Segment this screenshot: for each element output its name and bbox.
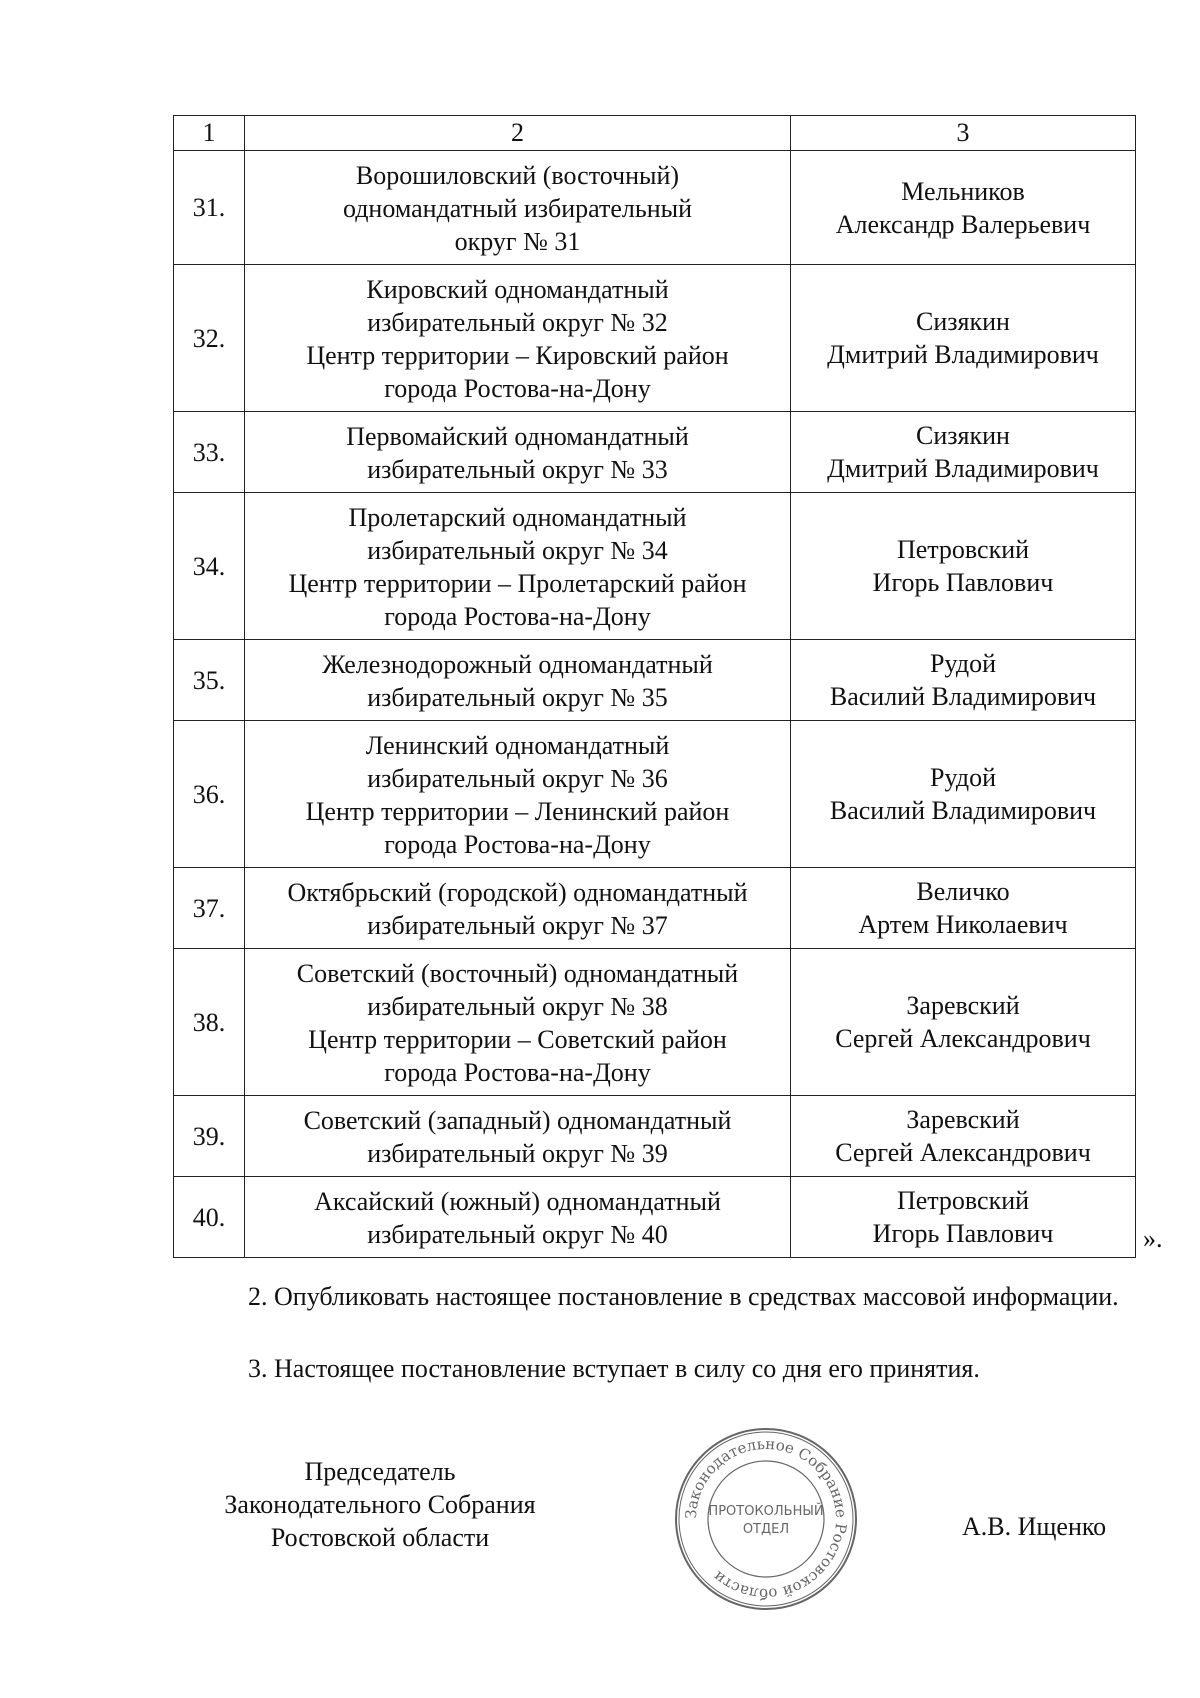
district-cell <box>245 1096 791 1177</box>
district-line: Пролетарский одномандатный <box>348 503 687 532</box>
signatory-name: А.В. Ищенко <box>962 1512 1107 1541</box>
table-row <box>174 868 1136 949</box>
row-number: 34. <box>174 493 245 640</box>
row-number: 37. <box>174 868 245 949</box>
table-row <box>174 265 1136 412</box>
districts-table <box>173 115 1136 1258</box>
district-line: Центр территории – Ленинский район <box>305 797 730 826</box>
deputy-surname: Петровский <box>896 1186 1030 1215</box>
deputy-surname: Рудой <box>930 649 996 678</box>
stamp-outer-ring <box>676 1429 856 1609</box>
paragraph-effective: 3. Настоящее постановление вступает в силу со дня его принятия. <box>248 1354 980 1383</box>
signatory-title-line: Председатель <box>304 1457 456 1486</box>
deputy-cell <box>791 265 1136 412</box>
table-row <box>174 721 1136 868</box>
row-number: 32. <box>174 265 245 412</box>
official-stamp <box>672 1425 860 1613</box>
deputy-surname: Мельников <box>901 176 1025 206</box>
deputy-surname: Сизякин <box>916 421 1010 450</box>
deputy-given-names: Дмитрий Владимирович <box>827 454 1099 483</box>
deputy-given-names: Александр Валерьевич <box>835 209 1091 239</box>
district-cell <box>245 868 791 949</box>
stamp-center-line-1: ПРОТОКОЛЬНЫЙ <box>708 1504 824 1519</box>
table-row <box>174 1096 1136 1177</box>
district-line: Кировский одномандатный <box>366 275 669 304</box>
district-line: города Ростова-на-Дону <box>384 1058 651 1087</box>
district-cell <box>245 949 791 1096</box>
district-line: Октябрьский (городской) одномандатный <box>287 878 748 907</box>
district-cell <box>245 640 791 721</box>
table-row <box>174 1177 1136 1258</box>
district-line: Железнодорожный одномандатный <box>322 650 713 679</box>
header-cell-3: 3 <box>791 116 1136 151</box>
district-line: избирательный округ № 35 <box>367 683 668 712</box>
row-number: 35. <box>174 640 245 721</box>
district-line: Аксайский (южный) одномандатный <box>314 1187 721 1216</box>
district-line: Центр территории – Пролетарский район <box>288 569 747 598</box>
deputy-cell <box>791 949 1136 1096</box>
header-cell-2: 2 <box>245 116 791 151</box>
table-row <box>174 949 1136 1096</box>
district-line: города Ростова-на-Дону <box>384 602 651 631</box>
district-line: избирательный округ № 38 <box>367 992 668 1021</box>
deputy-given-names: Василий Владимирович <box>829 796 1097 825</box>
row-number: 31. <box>174 151 245 265</box>
deputy-surname: Петровский <box>896 535 1030 564</box>
deputy-surname: Рудой <box>930 763 996 792</box>
district-line: округ № 31 <box>454 227 581 256</box>
district-cell <box>245 412 791 493</box>
deputy-surname: Заревский <box>906 1105 1020 1134</box>
deputy-cell <box>791 151 1136 265</box>
deputy-surname: Величко <box>916 877 1010 906</box>
stamp-outer-ring-inner <box>679 1432 853 1606</box>
deputy-given-names: Василий Владимирович <box>829 682 1097 711</box>
table-row <box>174 151 1136 265</box>
deputy-given-names: Артем Николаевич <box>858 910 1068 939</box>
table-header-row <box>174 116 1136 151</box>
table-row <box>174 493 1136 640</box>
district-line: города Ростова-на-Дону <box>384 830 651 859</box>
district-line: города Ростова-на-Дону <box>384 374 651 403</box>
district-line: избирательный округ № 32 <box>367 308 668 337</box>
district-cell <box>245 721 791 868</box>
deputy-cell <box>791 1177 1136 1258</box>
deputy-cell <box>791 640 1136 721</box>
deputy-cell <box>791 721 1136 868</box>
deputy-given-names: Игорь Павлович <box>872 1219 1054 1248</box>
row-number: 33. <box>174 412 245 493</box>
deputy-surname: Сизякин <box>916 307 1010 336</box>
deputy-surname: Заревский <box>906 991 1020 1020</box>
table-row <box>174 640 1136 721</box>
closing-quote: ». <box>1143 1224 1163 1253</box>
district-line: Советский (восточный) одномандатный <box>296 959 739 988</box>
deputy-given-names: Игорь Павлович <box>872 568 1054 597</box>
district-line: Ворошиловский (восточный) <box>355 161 680 190</box>
district-line: одномандатный избирательный <box>342 194 693 223</box>
district-line: избирательный округ № 37 <box>367 911 668 940</box>
district-line: Центр территории – Кировский район <box>306 341 729 370</box>
row-number: 39. <box>174 1096 245 1177</box>
district-cell <box>245 1177 791 1258</box>
deputy-cell <box>791 412 1136 493</box>
deputy-given-names: Сергей Александрович <box>835 1138 1091 1167</box>
header-cell-1: 1 <box>174 116 245 151</box>
row-number: 40. <box>174 1177 245 1258</box>
signatory-title-line: Законодательного Собрания <box>224 1490 536 1519</box>
district-line: избирательный округ № 39 <box>367 1139 668 1168</box>
stamp-center-line-2: ОТДЕЛ <box>742 1522 790 1537</box>
district-line: избирательный округ № 36 <box>367 764 668 793</box>
signatory-title <box>195 1455 565 1554</box>
stamp-ring-textpath: Законодательное Собрание Ростовской области <box>681 1434 851 1604</box>
district-line: Советский (западный) одномандатный <box>303 1106 732 1135</box>
deputy-cell <box>791 868 1136 949</box>
stamp-inner-ring <box>708 1461 824 1577</box>
row-number: 36. <box>174 721 245 868</box>
district-line: Ленинский одномандатный <box>365 731 670 760</box>
paragraph-publish: 2. Опубликовать настоящее постановление в средствах массовой информации. <box>248 1282 1119 1311</box>
deputy-given-names: Дмитрий Владимирович <box>827 340 1099 369</box>
district-cell <box>245 265 791 412</box>
district-line: избирательный округ № 34 <box>367 536 668 565</box>
deputy-cell <box>791 1096 1136 1177</box>
district-line: Первомайский одномандатный <box>346 422 689 451</box>
row-number: 38. <box>174 949 245 1096</box>
signatory-title-line: Ростовской области <box>270 1523 490 1552</box>
district-cell <box>245 151 791 265</box>
district-line: избирательный округ № 40 <box>367 1220 668 1249</box>
district-line: Центр территории – Советский район <box>308 1025 727 1054</box>
district-line: избирательный округ № 33 <box>367 455 668 484</box>
district-cell <box>245 493 791 640</box>
deputy-cell <box>791 493 1136 640</box>
deputy-given-names: Сергей Александрович <box>835 1024 1091 1053</box>
table-row <box>174 412 1136 493</box>
